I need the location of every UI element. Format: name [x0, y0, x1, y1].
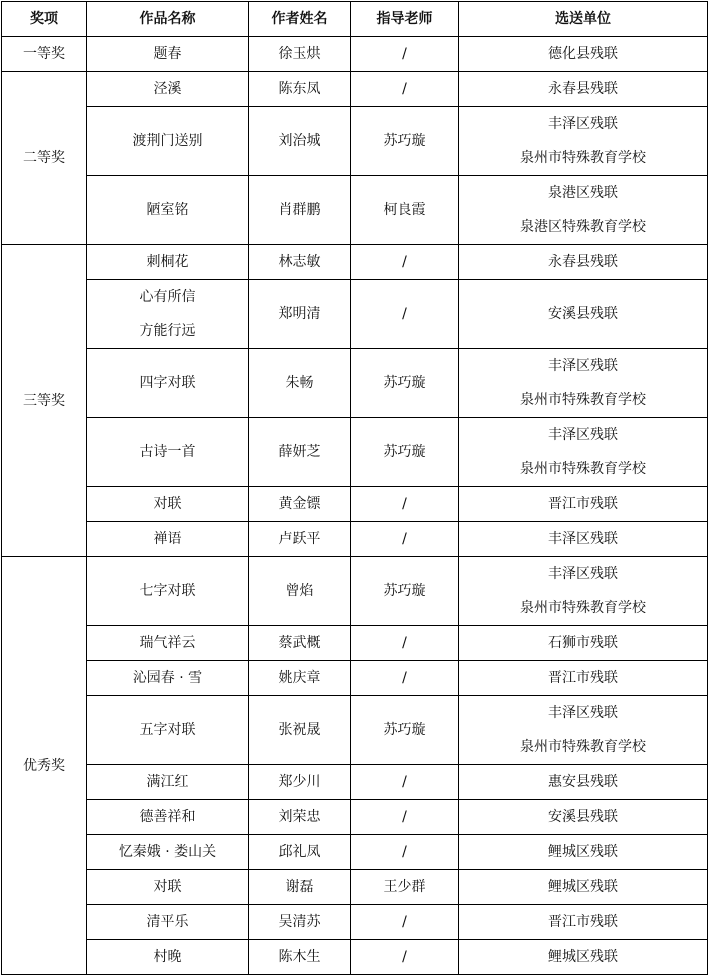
teacher-name-cell: / — [351, 626, 459, 661]
work-title-cell-line: 题春 — [153, 46, 182, 62]
header-teacher: 指导老师 — [351, 2, 459, 37]
teacher-name-cell: 苏巧璇 — [351, 349, 459, 418]
unit-cell — [459, 800, 708, 835]
unit-cell — [459, 835, 708, 870]
unit-cell — [459, 522, 708, 557]
unit-cell — [459, 661, 708, 696]
teacher-name-cell: / — [351, 522, 459, 557]
work-title-cell-line: 禅语 — [153, 531, 182, 547]
author-name-cell: 郑明清 — [249, 280, 351, 349]
work-title-cell — [87, 487, 249, 522]
work-title-cell — [87, 418, 249, 487]
author-name-cell: 朱畅 — [249, 349, 351, 418]
work-title-cell-line: 德善祥和 — [139, 809, 196, 825]
table-row — [2, 487, 708, 522]
author-name-cell: 徐玉烘 — [249, 37, 351, 72]
work-title-cell — [87, 245, 249, 280]
work-title-cell — [87, 661, 249, 696]
unit-cell-line: 鲤城区残联 — [548, 949, 618, 965]
teacher-name-cell: / — [351, 800, 459, 835]
work-title-cell — [87, 905, 249, 940]
table-row — [2, 72, 708, 107]
work-title-cell-line: 沁园春 · 雪 — [132, 670, 203, 686]
work-title-cell — [87, 37, 249, 72]
unit-cell-line: 丰泽区残联 — [548, 531, 618, 547]
table-row — [2, 940, 708, 975]
work-title-cell — [87, 696, 249, 765]
unit-cell-line: 丰泽区残联 — [548, 705, 618, 721]
unit-cell-line: 晋江市残联 — [548, 496, 618, 512]
header-unit: 选送单位 — [459, 2, 708, 37]
award-level-cell: 优秀奖 — [2, 557, 87, 975]
unit-cell — [459, 72, 708, 107]
work-title-cell-line: 五字对联 — [139, 722, 196, 738]
work-title-cell-line: 刺桐花 — [146, 254, 189, 270]
table-row — [2, 905, 708, 940]
unit-cell — [459, 349, 708, 418]
work-title-cell — [87, 72, 249, 107]
author-name-cell: 蔡武概 — [249, 626, 351, 661]
work-title-cell-line: 泾溪 — [153, 81, 182, 97]
header-work: 作品名称 — [87, 2, 249, 37]
table-row — [2, 835, 708, 870]
author-name-cell: 曾焰 — [249, 557, 351, 626]
unit-cell-line: 惠安县残联 — [548, 774, 618, 790]
teacher-name-cell: / — [351, 487, 459, 522]
work-title-cell — [87, 870, 249, 905]
author-name-cell: 陈东凤 — [249, 72, 351, 107]
unit-cell — [459, 176, 708, 245]
table-row — [2, 557, 708, 626]
work-title-cell — [87, 349, 249, 418]
author-name-cell: 肖群鹏 — [249, 176, 351, 245]
teacher-name-cell: / — [351, 765, 459, 800]
teacher-name-cell: / — [351, 940, 459, 975]
table-row — [2, 800, 708, 835]
table-row — [2, 37, 708, 72]
unit-cell-line: 泉州市特殊教育学校 — [520, 392, 646, 408]
author-name-cell: 林志敏 — [249, 245, 351, 280]
teacher-name-cell: 苏巧璇 — [351, 418, 459, 487]
work-title-cell-line: 四字对联 — [139, 375, 196, 391]
teacher-name-cell: / — [351, 37, 459, 72]
unit-cell — [459, 107, 708, 176]
teacher-name-cell: / — [351, 280, 459, 349]
unit-cell — [459, 696, 708, 765]
table-row — [2, 280, 708, 349]
work-title-cell — [87, 522, 249, 557]
work-title-cell — [87, 835, 249, 870]
table-row — [2, 107, 708, 176]
teacher-name-cell: / — [351, 835, 459, 870]
teacher-name-cell: 苏巧璇 — [351, 107, 459, 176]
author-name-cell: 卢跃平 — [249, 522, 351, 557]
table-row — [2, 176, 708, 245]
work-title-cell-line: 清平乐 — [146, 914, 189, 930]
author-name-cell: 刘荣忠 — [249, 800, 351, 835]
unit-cell — [459, 870, 708, 905]
author-name-cell: 黄金镖 — [249, 487, 351, 522]
work-title-cell-line: 满江红 — [146, 774, 189, 790]
unit-cell-line: 丰泽区残联 — [548, 358, 618, 374]
work-title-cell — [87, 940, 249, 975]
work-title-cell-line: 七字对联 — [139, 583, 196, 599]
unit-cell-line: 丰泽区残联 — [548, 566, 618, 582]
unit-cell — [459, 626, 708, 661]
awards-table — [1, 1, 708, 975]
author-name-cell: 郑少川 — [249, 765, 351, 800]
table-row — [2, 245, 708, 280]
author-name-cell: 邱礼凤 — [249, 835, 351, 870]
unit-cell-line: 泉州市特殊教育学校 — [520, 461, 646, 477]
work-title-cell-line: 渡荆门送别 — [132, 133, 203, 149]
unit-cell — [459, 940, 708, 975]
work-title-cell-line: 方能行远 — [139, 323, 196, 339]
author-name-cell: 陈木生 — [249, 940, 351, 975]
header-author: 作者姓名 — [249, 2, 351, 37]
work-title-cell-line: 对联 — [153, 879, 182, 895]
unit-cell-line: 丰泽区残联 — [548, 427, 618, 443]
table-body — [2, 37, 708, 975]
unit-cell-line: 泉港区残联 — [548, 185, 618, 201]
unit-cell-line: 泉州市特殊教育学校 — [520, 150, 646, 166]
unit-cell-line: 鲤城区残联 — [548, 879, 618, 895]
author-name-cell: 刘治城 — [249, 107, 351, 176]
table-row — [2, 661, 708, 696]
teacher-name-cell: 苏巧璇 — [351, 557, 459, 626]
table-row — [2, 522, 708, 557]
unit-cell-line: 泉港区特殊教育学校 — [520, 219, 646, 235]
award-level-cell: 三等奖 — [2, 245, 87, 557]
award-level-cell: 二等奖 — [2, 72, 87, 245]
unit-cell — [459, 37, 708, 72]
author-name-cell: 谢磊 — [249, 870, 351, 905]
unit-cell — [459, 765, 708, 800]
work-title-cell-line: 陋室铭 — [146, 202, 189, 218]
work-title-cell — [87, 800, 249, 835]
table-row — [2, 696, 708, 765]
table-row — [2, 418, 708, 487]
teacher-name-cell: / — [351, 905, 459, 940]
unit-cell — [459, 557, 708, 626]
teacher-name-cell: / — [351, 661, 459, 696]
work-title-cell — [87, 557, 249, 626]
unit-cell-line: 泉州市特殊教育学校 — [520, 600, 646, 616]
teacher-name-cell: 柯良霞 — [351, 176, 459, 245]
unit-cell — [459, 487, 708, 522]
teacher-name-cell: / — [351, 245, 459, 280]
author-name-cell: 张祝晟 — [249, 696, 351, 765]
unit-cell-line: 永春县残联 — [548, 81, 618, 97]
table-row — [2, 349, 708, 418]
unit-cell-line: 泉州市特殊教育学校 — [520, 739, 646, 755]
unit-cell-line: 石狮市残联 — [548, 635, 618, 651]
unit-cell — [459, 245, 708, 280]
unit-cell-line: 鲤城区残联 — [548, 844, 618, 860]
work-title-cell-line: 对联 — [153, 496, 182, 512]
work-title-cell — [87, 176, 249, 245]
work-title-cell — [87, 626, 249, 661]
author-name-cell: 薛妍芝 — [249, 418, 351, 487]
table-row — [2, 765, 708, 800]
teacher-name-cell: 苏巧璇 — [351, 696, 459, 765]
work-title-cell-line: 心有所信 — [139, 289, 196, 305]
header-row — [2, 2, 708, 37]
teacher-name-cell: 王少群 — [351, 870, 459, 905]
work-title-cell — [87, 107, 249, 176]
unit-cell-line: 晋江市残联 — [548, 670, 618, 686]
unit-cell — [459, 418, 708, 487]
award-level-cell: 一等奖 — [2, 37, 87, 72]
unit-cell-line: 安溪县残联 — [548, 809, 618, 825]
author-name-cell: 姚庆章 — [249, 661, 351, 696]
unit-cell-line: 安溪县残联 — [548, 306, 618, 322]
work-title-cell — [87, 765, 249, 800]
author-name-cell: 吴清苏 — [249, 905, 351, 940]
work-title-cell — [87, 280, 249, 349]
unit-cell — [459, 280, 708, 349]
header-award: 奖项 — [2, 2, 87, 37]
work-title-cell-line: 村晚 — [153, 949, 182, 965]
work-title-cell-line: 古诗一首 — [139, 444, 196, 460]
table-row — [2, 870, 708, 905]
table-row — [2, 626, 708, 661]
work-title-cell-line: 忆秦娥 · 娄山关 — [118, 844, 217, 860]
unit-cell-line: 德化县残联 — [548, 46, 618, 62]
teacher-name-cell: / — [351, 72, 459, 107]
unit-cell-line: 丰泽区残联 — [548, 116, 618, 132]
work-title-cell-line: 瑞气祥云 — [139, 635, 196, 651]
unit-cell-line: 晋江市残联 — [548, 914, 618, 930]
unit-cell-line: 永春县残联 — [548, 254, 618, 270]
unit-cell — [459, 905, 708, 940]
